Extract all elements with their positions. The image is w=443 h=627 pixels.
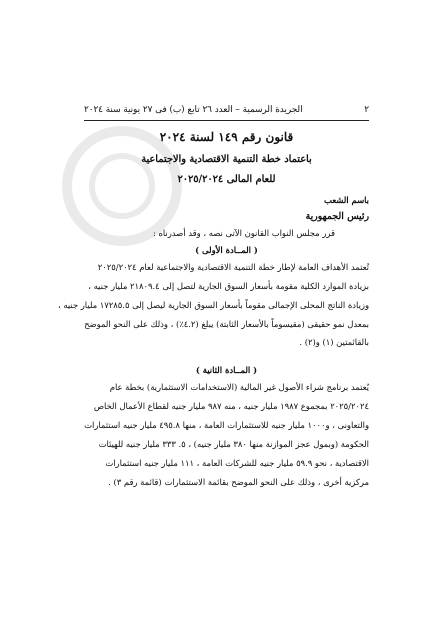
article-2-line: ٢٠٢٥/٢٠٢٤ بمجموع ١٩٨٧ مليار جنيه ، منه ٩٨٧ مليار جنيه لقطاع الأعمال الخاص bbox=[93, 401, 369, 411]
intro-text: قرر مجلس النواب القانون الآتى نصه ، وقد أصدرناه : bbox=[152, 228, 335, 238]
president: رئيس الجمهورية bbox=[305, 211, 369, 222]
page-header bbox=[84, 103, 369, 117]
header-rule bbox=[84, 120, 369, 121]
article-2-line: يُعتمد برنامج شراء الأصول غير المالية (الاستخدامات الاستثمارية) بخطة عام bbox=[109, 382, 369, 392]
article-1-line: بمعدل نمو حقيقى (مقيسوماً بالأسعار الثابتة) يبلغ (٤.٢٪) ، وذلك على النحو الموضح bbox=[84, 319, 369, 329]
article-1-heading: ( المــادة الأولى ) bbox=[195, 245, 258, 255]
article-1-line: بالقائمتين (١) و(٢) . bbox=[299, 337, 369, 347]
header-text: الجريدة الرسمية – العدد ٢٦ تابع (ب) فى ٢٧ يونية سنة ٢٠٢٤ bbox=[84, 105, 303, 115]
article-2-heading: ( المــادة الثانية ) bbox=[195, 365, 258, 375]
fiscal-year: للعام المالى ٢٠٢٥/٢٠٢٤ bbox=[177, 174, 276, 185]
page-number: ٢ bbox=[364, 105, 369, 115]
article-1-line: وزيادة الناتج المحلى الإجمالى مقوماً بأسعار السوق الجارية ليصل إلى ١٧٢٨٥.٥ مليار جنيه ، bbox=[58, 300, 369, 310]
law-subtitle: باعتماد خطة التنمية الاقتصادية والاجتماعية bbox=[141, 154, 312, 165]
article-2-line: الحكومة (وبمول عجز الموازنة منها ٣٨٠ مليار جنيه) ، ٥. ٣٣٣ مليار جنيه للهيئات bbox=[98, 439, 369, 449]
article-2-line: مركزية أخرى ، وذلك على النحو الموضح بقائمة الاستثمارات (قائمة رقم ٣) . bbox=[108, 477, 369, 487]
law-title: قانون رقم ١٤٩ لسنة ٢٠٢٤ bbox=[159, 130, 294, 144]
article-2-line: والتعاونى ، و١٠٠٠ مليار جنيه للاستثمارات العامة ، منها ٤٩٥.٨ مليار جنيه استثمارات bbox=[84, 420, 369, 430]
article-2-line: الاقتصادية ، نحو ٥٩.٩ مليار جنيه للشركات العامة ، ١١١ مليار جنيه استثمارات bbox=[105, 458, 369, 468]
article-1-line: بزيادة الموارد الكلية مقومة بأسعار السوق الجارية لتصل إلى ٢١٨٠٩.٤ مليار جنيه ، bbox=[88, 281, 369, 291]
article-1-line: تُعتمد الأهداف العامة لإطار خطة التنمية الاقتصادية والاجتماعية لعام ٢٠٢٥/٢٠٢٤ bbox=[97, 262, 369, 272]
in-the-name: باسم الشعب bbox=[323, 195, 369, 205]
